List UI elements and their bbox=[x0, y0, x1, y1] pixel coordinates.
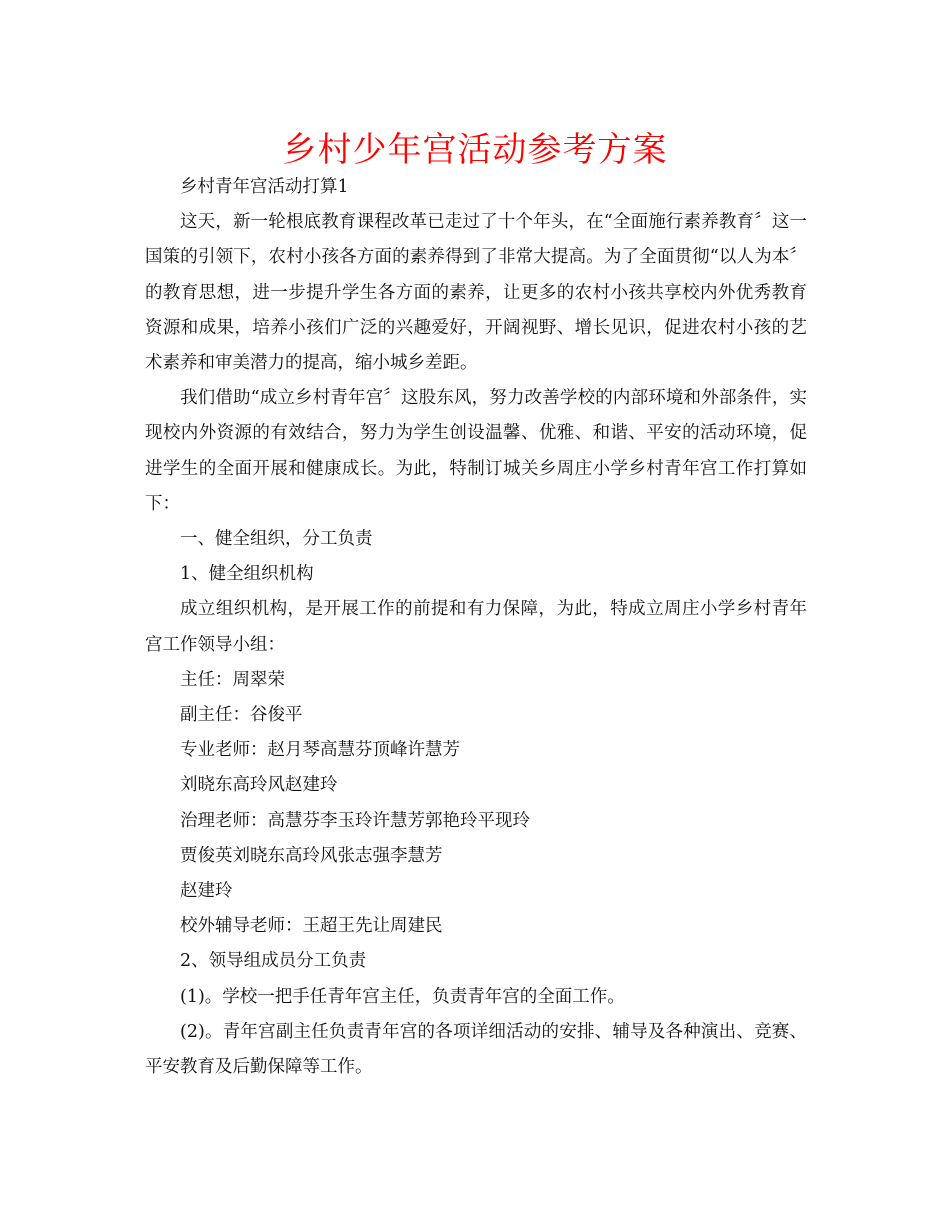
list-item: 刘晓东高玲风赵建玲 bbox=[180, 775, 338, 796]
list-item: 校外辅导老师：王超王先让周建民 bbox=[180, 916, 443, 937]
paragraph: (1)。学校一把手任青年宫主任，负责青年宫的全面工作。 bbox=[180, 986, 625, 1007]
subsection-heading: 2、领导组成员分工负责 bbox=[180, 951, 367, 972]
section-heading: 乡村青年宫活动打算1 bbox=[180, 177, 349, 197]
section-heading: 一、健全组织，分工负责 bbox=[180, 529, 373, 550]
paragraph: 成立组织机构，是开展工作的前提和有力保障，为此，特成立周庄小学乡村青年宫工作领导小组： bbox=[145, 599, 807, 655]
paragraph: (2)。青年宫副主任负责青年宫的各项详细活动的安排、辅导及各种演出、竞赛、平安教育及后勤保障等工作。 bbox=[145, 1021, 807, 1078]
document-title: 乡村少年宫活动参考方案 bbox=[282, 130, 668, 170]
list-item: 副主任：谷俊平 bbox=[180, 705, 303, 726]
document-body bbox=[145, 170, 807, 1085]
list-item: 主任：周翠荣 bbox=[180, 669, 285, 690]
subsection-heading: 1、健全组织机构 bbox=[180, 564, 314, 585]
paragraph: 这天，新一轮根底教育课程改革已走过了十个年头，在“全面施行素养教育〞这一国策的引领下，农村小孩各方面的素养得到了非常大提高。为了全面贯彻“以人为本〞的教育思想，进一步提升学生各方面的素养，让更多的农村小孩共享校内外优秀教育资源和成果，培养小孩们广泛的兴趣爱好，开阔视野、增长见识，促进农村小孩的艺术素养和审美潜力的提高，缩小城乡差距。 bbox=[145, 212, 807, 374]
paragraph: 我们借助“成立乡村青年宫〞这股东风，努力改善学校的内部环境和外部条件，实现校内外资源的有效结合，努力为学生创设温馨、优雅、和谐、平安的活动环境，促进学生的全面开展和健康成长。为此，特制订城关乡周庄小学乡村青年宫工作打算如下： bbox=[145, 388, 807, 514]
list-item: 专业老师：赵月琴高慧芬顶峰许慧芳 bbox=[180, 740, 460, 761]
list-item: 赵建玲 bbox=[180, 881, 233, 902]
list-item: 治理老师：高慧芬李玉玲许慧芳郭艳玲平现玲 bbox=[180, 810, 530, 831]
list-item: 贾俊英刘晓东高玲风张志强李慧芳 bbox=[180, 845, 443, 866]
